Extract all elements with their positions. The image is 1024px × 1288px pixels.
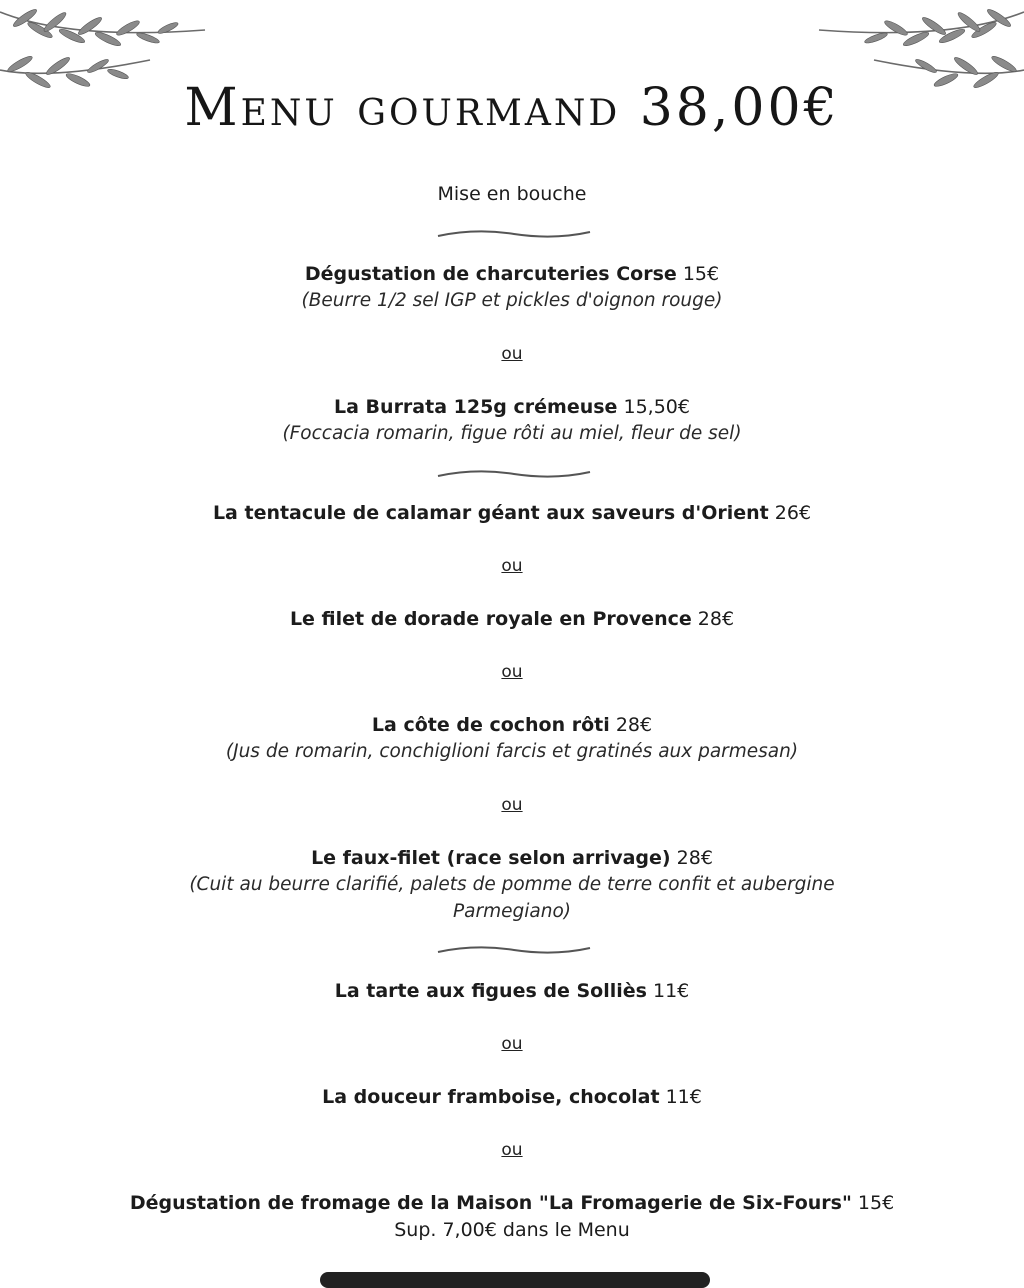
item-name: Dégustation de fromage de la Maison "La Fromagerie de Six-Fours": [129, 1192, 852, 1214]
menu-item: [0, 608, 1024, 630]
item-price: 11€: [653, 980, 690, 1002]
item-name: Dégustation de charcuteries Corse: [304, 263, 677, 285]
item-price: 15€: [682, 263, 720, 285]
swirl-divider-icon: [436, 466, 592, 482]
home-indicator-bar[interactable]: [320, 1272, 710, 1288]
item-description: (Beurre 1/2 sel IGP et pickles d'oignon rouge): [301, 290, 723, 311]
or-separator: ou: [501, 1140, 523, 1160]
item-price: 28€: [615, 714, 653, 736]
item-name: Le faux-filet (race selon arrivage): [311, 847, 671, 869]
item-price: 28€: [676, 847, 713, 869]
menu-item: [0, 502, 1024, 524]
menu-item: [0, 847, 1024, 869]
or-separator: ou: [501, 556, 523, 576]
item-name: La Burrata 125g crémeuse: [334, 396, 618, 418]
item-name: La côte de cochon rôti: [371, 714, 610, 736]
or-separator: ou: [501, 1034, 523, 1054]
menu-item: [0, 980, 1024, 1002]
item-description-cont: Parmegiano): [453, 901, 571, 922]
item-description: (Cuit au beurre clarifié, palets de pomme de terre confit et aubergine: [189, 874, 835, 895]
menu-title: Menu gourmand 38,00€: [184, 78, 840, 138]
item-price: 26€: [774, 502, 812, 524]
swirl-divider-icon: [436, 942, 592, 958]
or-separator: ou: [501, 662, 523, 682]
item-supplement: Sup. 7,00€ dans le Menu: [394, 1219, 630, 1241]
item-price: 15€: [857, 1192, 895, 1214]
item-price: 28€: [697, 608, 735, 630]
menu-item: [0, 263, 1024, 285]
item-price: 15,50€: [623, 396, 690, 418]
item-description: (Foccacia romarin, figue rôti au miel, fleur de sel): [282, 423, 742, 444]
item-price: 11€: [665, 1086, 702, 1108]
item-name: Le filet de dorade royale en Provence: [289, 608, 692, 630]
menu-item: [0, 1086, 1024, 1108]
item-name: La tarte aux figues de Solliès: [334, 980, 647, 1002]
subtitle: Mise en bouche: [437, 183, 587, 205]
swirl-divider-icon: [436, 226, 592, 242]
menu-item: [0, 396, 1024, 418]
or-separator: ou: [501, 344, 523, 364]
item-name: La douceur framboise, chocolat: [322, 1086, 660, 1108]
menu-item: [0, 1192, 1024, 1214]
item-description: (Jus de romarin, conchiglioni farcis et gratinés aux parmesan): [225, 741, 799, 762]
item-name: La tentacule de calamar géant aux saveurs d'Orient: [212, 502, 769, 524]
or-separator: ou: [501, 795, 523, 815]
menu-item: [0, 714, 1024, 736]
